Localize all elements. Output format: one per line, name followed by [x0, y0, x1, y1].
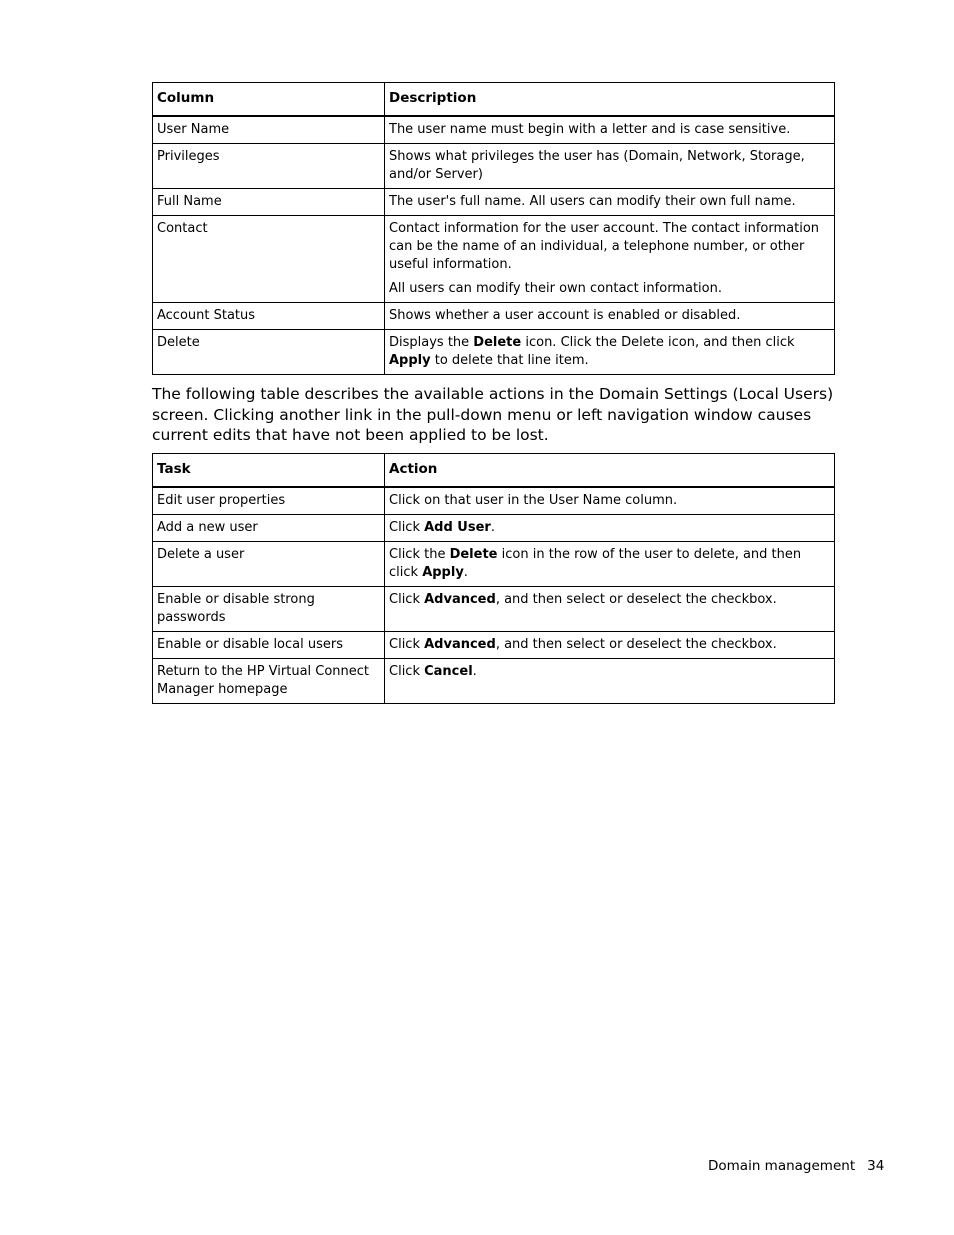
page-number: 34	[867, 1158, 885, 1174]
task-action	[385, 542, 835, 587]
table-row	[153, 515, 835, 542]
description-text: The user's full name. All users can modify their own full name.	[389, 194, 796, 209]
column-name: Full Name	[153, 189, 385, 216]
table-row	[153, 487, 835, 515]
table-row	[153, 330, 835, 375]
text-span: Click	[389, 592, 425, 607]
column-name: User Name	[153, 116, 385, 144]
bold-term: Delete	[473, 335, 522, 350]
text-span: icon. Click the Delete icon, and then click	[521, 335, 795, 350]
column-header: Column	[153, 83, 385, 117]
text-span: , and then select or deselect the checkbox.	[495, 637, 777, 652]
description-text: Contact information for the user account. The contact information can be the name of an individual, a telephone number, or other useful information.	[389, 221, 820, 272]
task-name: Delete a user	[153, 542, 385, 587]
description-text: The user name must begin with a letter and is case sensitive.	[389, 122, 791, 137]
text-span: , and then select or deselect the checkbox.	[495, 592, 777, 607]
text-span: to delete that line item.	[430, 353, 589, 368]
bold-term: Advanced	[424, 592, 496, 607]
column-name: Privileges	[153, 144, 385, 189]
table-row	[153, 303, 835, 330]
table-row	[153, 116, 835, 144]
description-text: All users can modify their own contact information.	[389, 281, 722, 296]
table-row	[153, 632, 835, 659]
table-row	[153, 659, 835, 704]
text-span: Click the	[389, 547, 450, 562]
description-text: Shows what privileges the user has (Domain, Network, Storage, and/or Server)	[389, 149, 805, 182]
bold-term: Delete	[449, 547, 498, 562]
text-span: icon in the row of the user to delete, and then click	[389, 547, 802, 580]
intro-paragraph: The following table describes the available actions in the Domain Settings (Local Users) screen. Clicking another link in the pull-down menu or left navigation window causes current edits that have not been applied to be lost.	[152, 385, 834, 444]
bold-term: Apply	[422, 565, 464, 580]
task-name: Return to the HP Virtual Connect Manager homepage	[153, 659, 385, 704]
task-name: Add a new user	[153, 515, 385, 542]
page-footer	[708, 1158, 884, 1174]
description-text	[389, 334, 829, 370]
task-name: Enable or disable local users	[153, 632, 385, 659]
column-description	[385, 144, 835, 189]
text-span: Click on that user in the User Name column.	[389, 493, 678, 508]
column-name: Delete	[153, 330, 385, 375]
table-row	[153, 542, 835, 587]
bold-term: Advanced	[424, 637, 496, 652]
task-action	[385, 487, 835, 515]
table-row	[153, 216, 835, 303]
footer-section-title: Domain management	[708, 1158, 856, 1174]
bold-term: Apply	[389, 353, 431, 368]
column-description	[385, 116, 835, 144]
column-name: Contact	[153, 216, 385, 303]
description-text: Shows whether a user account is enabled or disabled.	[389, 308, 741, 323]
text-span: .	[472, 664, 477, 679]
task-name: Edit user properties	[153, 487, 385, 515]
column-description	[385, 216, 835, 303]
actions-table	[152, 453, 835, 704]
text-span: Click	[389, 664, 425, 679]
column-description	[385, 330, 835, 375]
column-description	[385, 189, 835, 216]
task-action	[385, 587, 835, 632]
task-action	[385, 515, 835, 542]
task-name: Enable or disable strong passwords	[153, 587, 385, 632]
table-row	[153, 189, 835, 216]
table-row	[153, 587, 835, 632]
bold-term: Add User	[424, 520, 491, 535]
task-header: Task	[153, 454, 385, 488]
columns-table	[152, 82, 835, 375]
text-span: Click	[389, 637, 425, 652]
text-span: Click	[389, 520, 425, 535]
table-row	[153, 144, 835, 189]
text-span: .	[463, 565, 468, 580]
description-header: Description	[385, 83, 835, 117]
column-description	[385, 303, 835, 330]
action-header: Action	[385, 454, 835, 488]
bold-term: Cancel	[424, 664, 473, 679]
text-span: .	[490, 520, 495, 535]
task-action	[385, 659, 835, 704]
text-span: Displays the	[389, 335, 474, 350]
task-action	[385, 632, 835, 659]
column-name: Account Status	[153, 303, 385, 330]
